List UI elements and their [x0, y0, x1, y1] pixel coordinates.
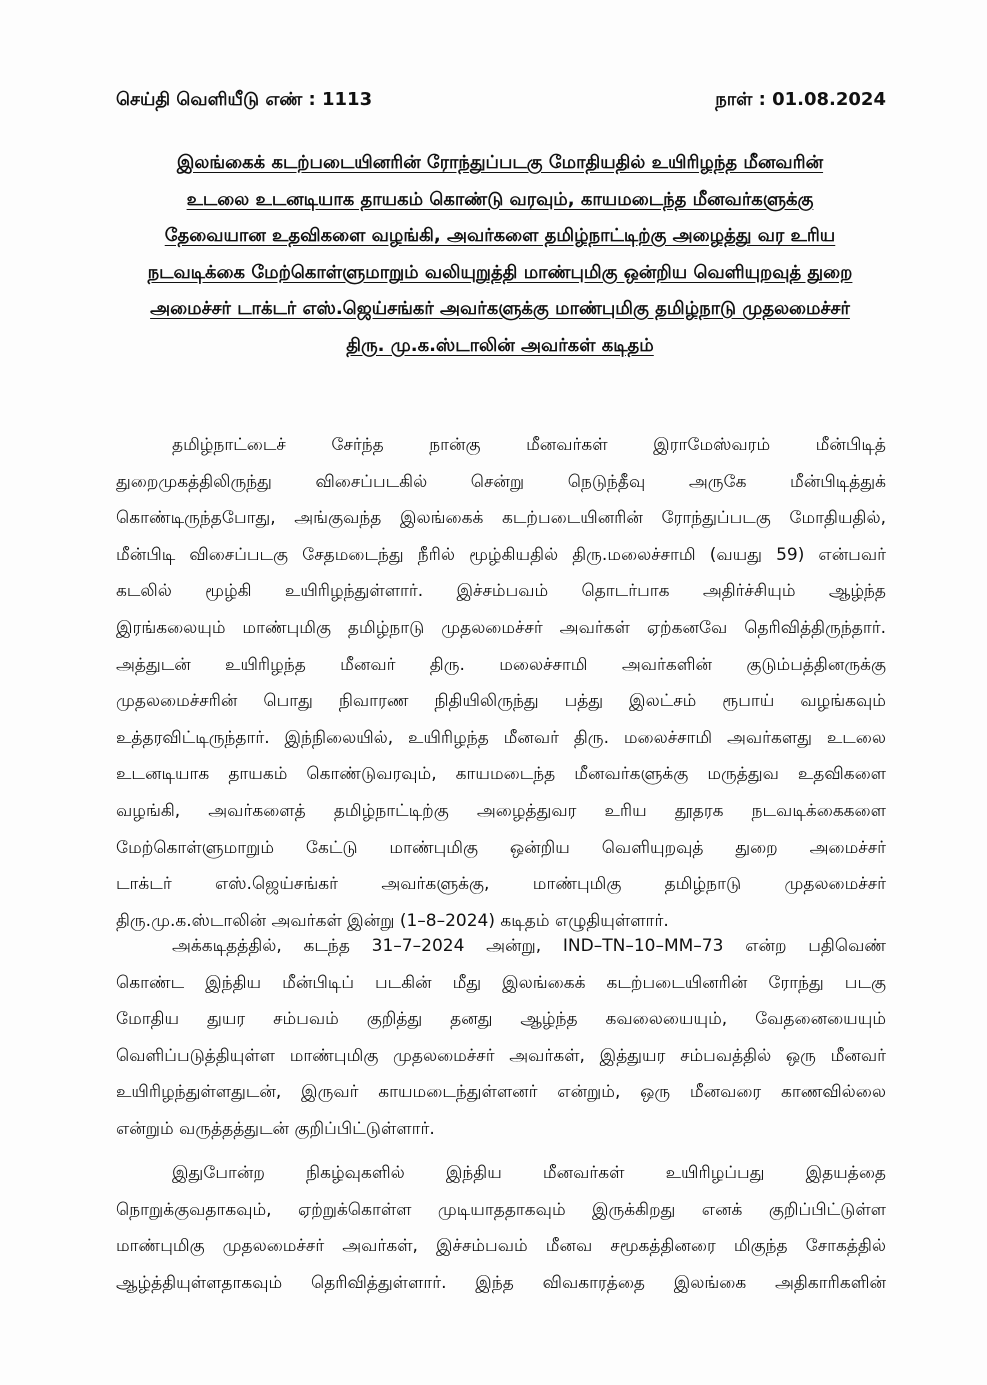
paragraph-line: உயிரிழந்துள்ளதுடன், இருவர் காயமடைந்துள்ளனர் என்றும், ஒரு மீனவரை காணவில்லை — [116, 1082, 886, 1103]
title-line: உடலை உடனடியாக தாயகம் கொண்டு வரவும், காயமடைந்த மீனவர்களுக்கு — [186, 188, 814, 210]
paragraph-line: துறைமுகத்திலிருந்து விசைப்படகில் சென்று நெடுந்தீவு அருகே மீன்பிடித்துக் — [116, 471, 886, 492]
paragraph-line: கடலில் மூழ்கி உயிரிழந்துள்ளார். இச்சம்பவம் தொடர்பாக அதிர்ச்சியும் ஆழ்ந்த — [116, 581, 886, 602]
title-line: திரு. மு.க.ஸ்டாலின் அவர்கள் கடிதம் — [346, 334, 654, 356]
title-line: தேவையான உதவிகளை வழங்கி, அவர்களை தமிழ்நாட்டிற்கு அழைத்து வர உரிய — [164, 225, 836, 246]
paragraph-line: என்றும் வருத்தத்துடன் குறிப்பிட்டுள்ளார். — [116, 1118, 435, 1139]
paragraph-line: டாக்டர் எஸ்.ஜெய்சங்கர் அவர்களுக்கு, மாண்புமிகு தமிழ்நாடு முதலமைச்சர் — [116, 874, 886, 895]
paragraph-line: முதலமைச்சரின் பொது நிவாரண நிதியிலிருந்து பத்து இலட்சம் ரூபாய் வழங்கவும் — [116, 691, 886, 712]
paragraph-line: அத்துடன் உயிரிழந்த மீனவர் திரு. மலைச்சாமி அவர்களின் குடும்பத்தினருக்கு — [116, 654, 886, 675]
document-header — [116, 88, 886, 112]
paragraph-line: மாண்புமிகு முதலமைச்சர் அவர்கள், இச்சம்பவம் மீனவ சமூகத்தினரை மிகுந்த சோகத்தில் — [116, 1236, 886, 1257]
paragraph-line: உடனடியாக தாயகம் கொண்டுவரவும், காயமடைந்த மீனவர்களுக்கு மருத்துவ உதவிகளை — [116, 764, 886, 785]
press-release-number: செய்தி வெளியீடு எண் : 1113 — [116, 89, 373, 110]
title-line: இலங்கைக் கடற்படையினரின் ரோந்துப்படகு மோதியதில் உயிரிழந்த மீனவரின் — [176, 152, 824, 173]
paragraph-line: மேற்கொள்ளுமாறும் கேட்டு மாண்புமிகு ஒன்றிய வெளியுறவுத் துறை அமைச்சர் — [116, 837, 886, 858]
paragraph-line: இரங்கலையும் மாண்புமிகு தமிழ்நாடு முதலமைச்சர் அவர்கள் ஏற்கனவே தெரிவித்திருந்தார். — [116, 617, 886, 638]
paragraph-line: இதுபோன்ற நிகழ்வுகளில் இந்திய மீனவர்கள் உயிரிழப்பது இதயத்தை — [172, 1163, 886, 1183]
paragraph-line: வெளிப்படுத்தியுள்ள மாண்புமிகு முதலமைச்சர் அவர்கள், இத்துயர சம்பவத்தில் ஒரு மீனவர் — [116, 1045, 886, 1066]
paragraph-line: கொண்ட இந்திய மீன்பிடிப் படகின் மீது இலங்கைக் கடற்படையினரின் ரோந்து படகு — [116, 972, 886, 993]
paragraph-line: உத்தரவிட்டிருந்தார். இந்நிலையில், உயிரிழந்த மீனவர் திரு. மலைச்சாமி அவர்களது உடலை — [116, 727, 886, 748]
paragraph-line: தமிழ்நாட்டைச் சேர்ந்த நான்கு மீனவர்கள் இராமேஸ்வரம் மீன்பிடித் — [172, 435, 886, 455]
paragraph-2 — [116, 928, 886, 1148]
paragraph-line: நொறுக்குவதாகவும், ஏற்றுக்கொள்ள முடியாததாகவும் இருக்கிறது எனக் குறிப்பிட்டுள்ள — [116, 1199, 886, 1220]
paragraph-line: கொண்டிருந்தபோது, அங்குவந்த இலங்கைக் கடற்படையினரின் ரோந்துப்படகு மோதியதில், — [116, 508, 886, 529]
paragraph-3 — [116, 1155, 886, 1301]
document-title — [112, 145, 888, 364]
paragraph-line: அக்கடிதத்தில், கடந்த 31–7–2024 அன்று, IND–TN–10–MM–73 என்ற பதிவெண் — [172, 936, 886, 956]
title-line: நடவடிக்கை மேற்கொள்ளுமாறும் வலியுறுத்தி மாண்புமிகு ஒன்றிய வெளியுறவுத் துறை — [147, 261, 853, 283]
paragraph-line: மோதிய துயர சம்பவம் குறித்து தனது ஆழ்ந்த கவலையையும், வேதனையையும் — [116, 1009, 886, 1030]
release-date: நாள் : 01.08.2024 — [715, 89, 886, 110]
paragraph-line: மீன்பிடி விசைப்படகு சேதமடைந்து நீரில் மூழ்கியதில் திரு.மலைச்சாமி (வயது 59) என்பவர் — [116, 544, 886, 565]
title-line: அமைச்சர் டாக்டர் எஸ்.ஜெய்சங்கர் அவர்களுக்கு மாண்புமிகு தமிழ்நாடு முதலமைச்சர் — [150, 298, 850, 319]
paragraph-1 — [116, 427, 886, 939]
paragraph-line: திரு.மு.க.ஸ்டாலின் அவர்கள் இன்று (1–8–2024) கடிதம் எழுதியுள்ளார். — [116, 910, 669, 931]
paragraph-line: வழங்கி, அவர்களைத் தமிழ்நாட்டிற்கு அழைத்துவர உரிய தூதரக நடவடிக்கைகளை — [116, 800, 886, 821]
paragraph-line: ஆழ்த்தியுள்ளதாகவும் தெரிவித்துள்ளார். இந்த விவகாரத்தை இலங்கை அதிகாரிகளின் — [116, 1272, 886, 1293]
